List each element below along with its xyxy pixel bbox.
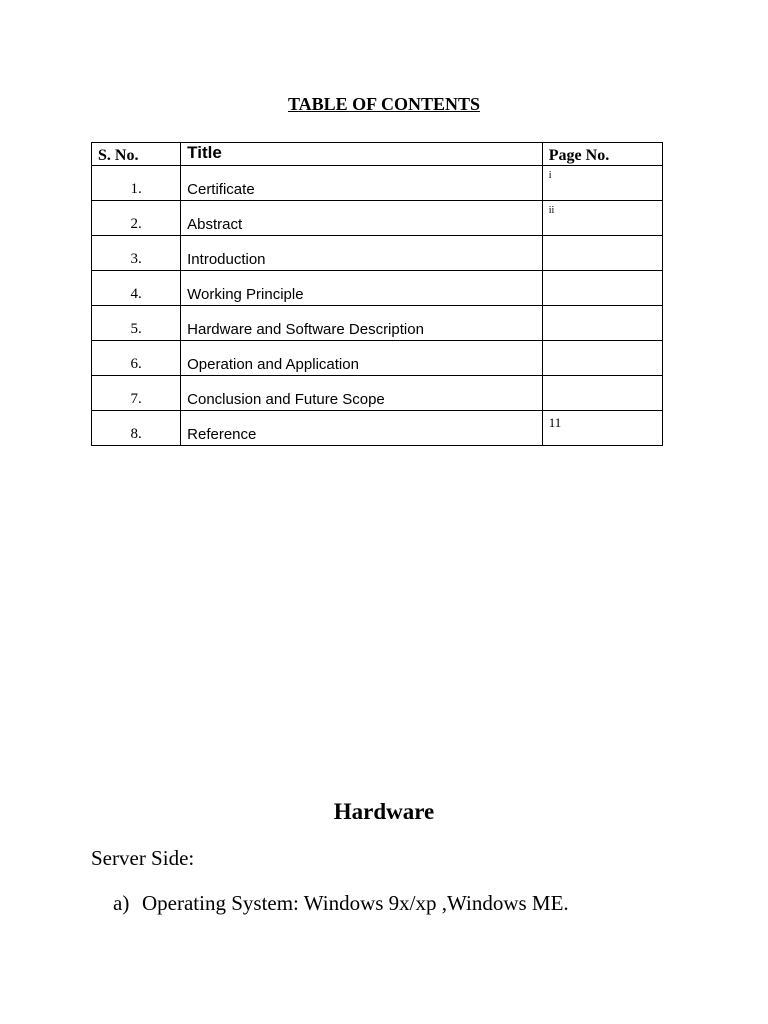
header-page: Page No. bbox=[542, 143, 662, 166]
hardware-heading: Hardware bbox=[333, 799, 435, 824]
row-title: Abstract bbox=[181, 201, 543, 236]
row-sno: 3. bbox=[92, 236, 181, 271]
row-page bbox=[542, 236, 662, 271]
row-page: ii bbox=[542, 201, 662, 236]
server-side-label: Server Side: bbox=[91, 846, 195, 870]
row-sno: 1. bbox=[92, 166, 181, 201]
list-item-text: Operating System: Windows 9x/xp ,Windows ME. bbox=[142, 891, 569, 915]
header-title: Title bbox=[181, 143, 543, 166]
row-title: Operation and Application bbox=[181, 341, 543, 376]
row-sno: 2. bbox=[92, 201, 181, 236]
row-sno: 8. bbox=[92, 411, 181, 446]
row-page: 11 bbox=[542, 411, 662, 446]
row-sno: 4. bbox=[92, 271, 181, 306]
table-row bbox=[92, 411, 663, 446]
table-row bbox=[92, 306, 663, 341]
toc-header-row bbox=[92, 143, 663, 166]
table-row bbox=[92, 201, 663, 236]
row-page bbox=[542, 271, 662, 306]
table-row bbox=[92, 236, 663, 271]
header-sno: S. No. bbox=[92, 143, 181, 166]
row-sno: 6. bbox=[92, 341, 181, 376]
row-title: Working Principle bbox=[181, 271, 543, 306]
toc-table bbox=[91, 142, 663, 446]
row-page: i bbox=[542, 166, 662, 201]
row-sno: 7. bbox=[92, 376, 181, 411]
row-title: Introduction bbox=[181, 236, 543, 271]
table-row bbox=[92, 271, 663, 306]
row-page bbox=[542, 306, 662, 341]
row-title: Conclusion and Future Scope bbox=[181, 376, 543, 411]
table-row bbox=[92, 341, 663, 376]
table-row bbox=[92, 376, 663, 411]
row-title: Hardware and Software Description bbox=[181, 306, 543, 341]
list-item bbox=[113, 891, 569, 916]
row-sno: 5. bbox=[92, 306, 181, 341]
row-title: Reference bbox=[181, 411, 543, 446]
table-row bbox=[92, 166, 663, 201]
row-title: Certificate bbox=[181, 166, 543, 201]
row-page bbox=[542, 341, 662, 376]
list-marker: a) bbox=[113, 891, 130, 915]
row-page bbox=[542, 376, 662, 411]
toc-heading: TABLE OF CONTENTS bbox=[287, 94, 481, 114]
